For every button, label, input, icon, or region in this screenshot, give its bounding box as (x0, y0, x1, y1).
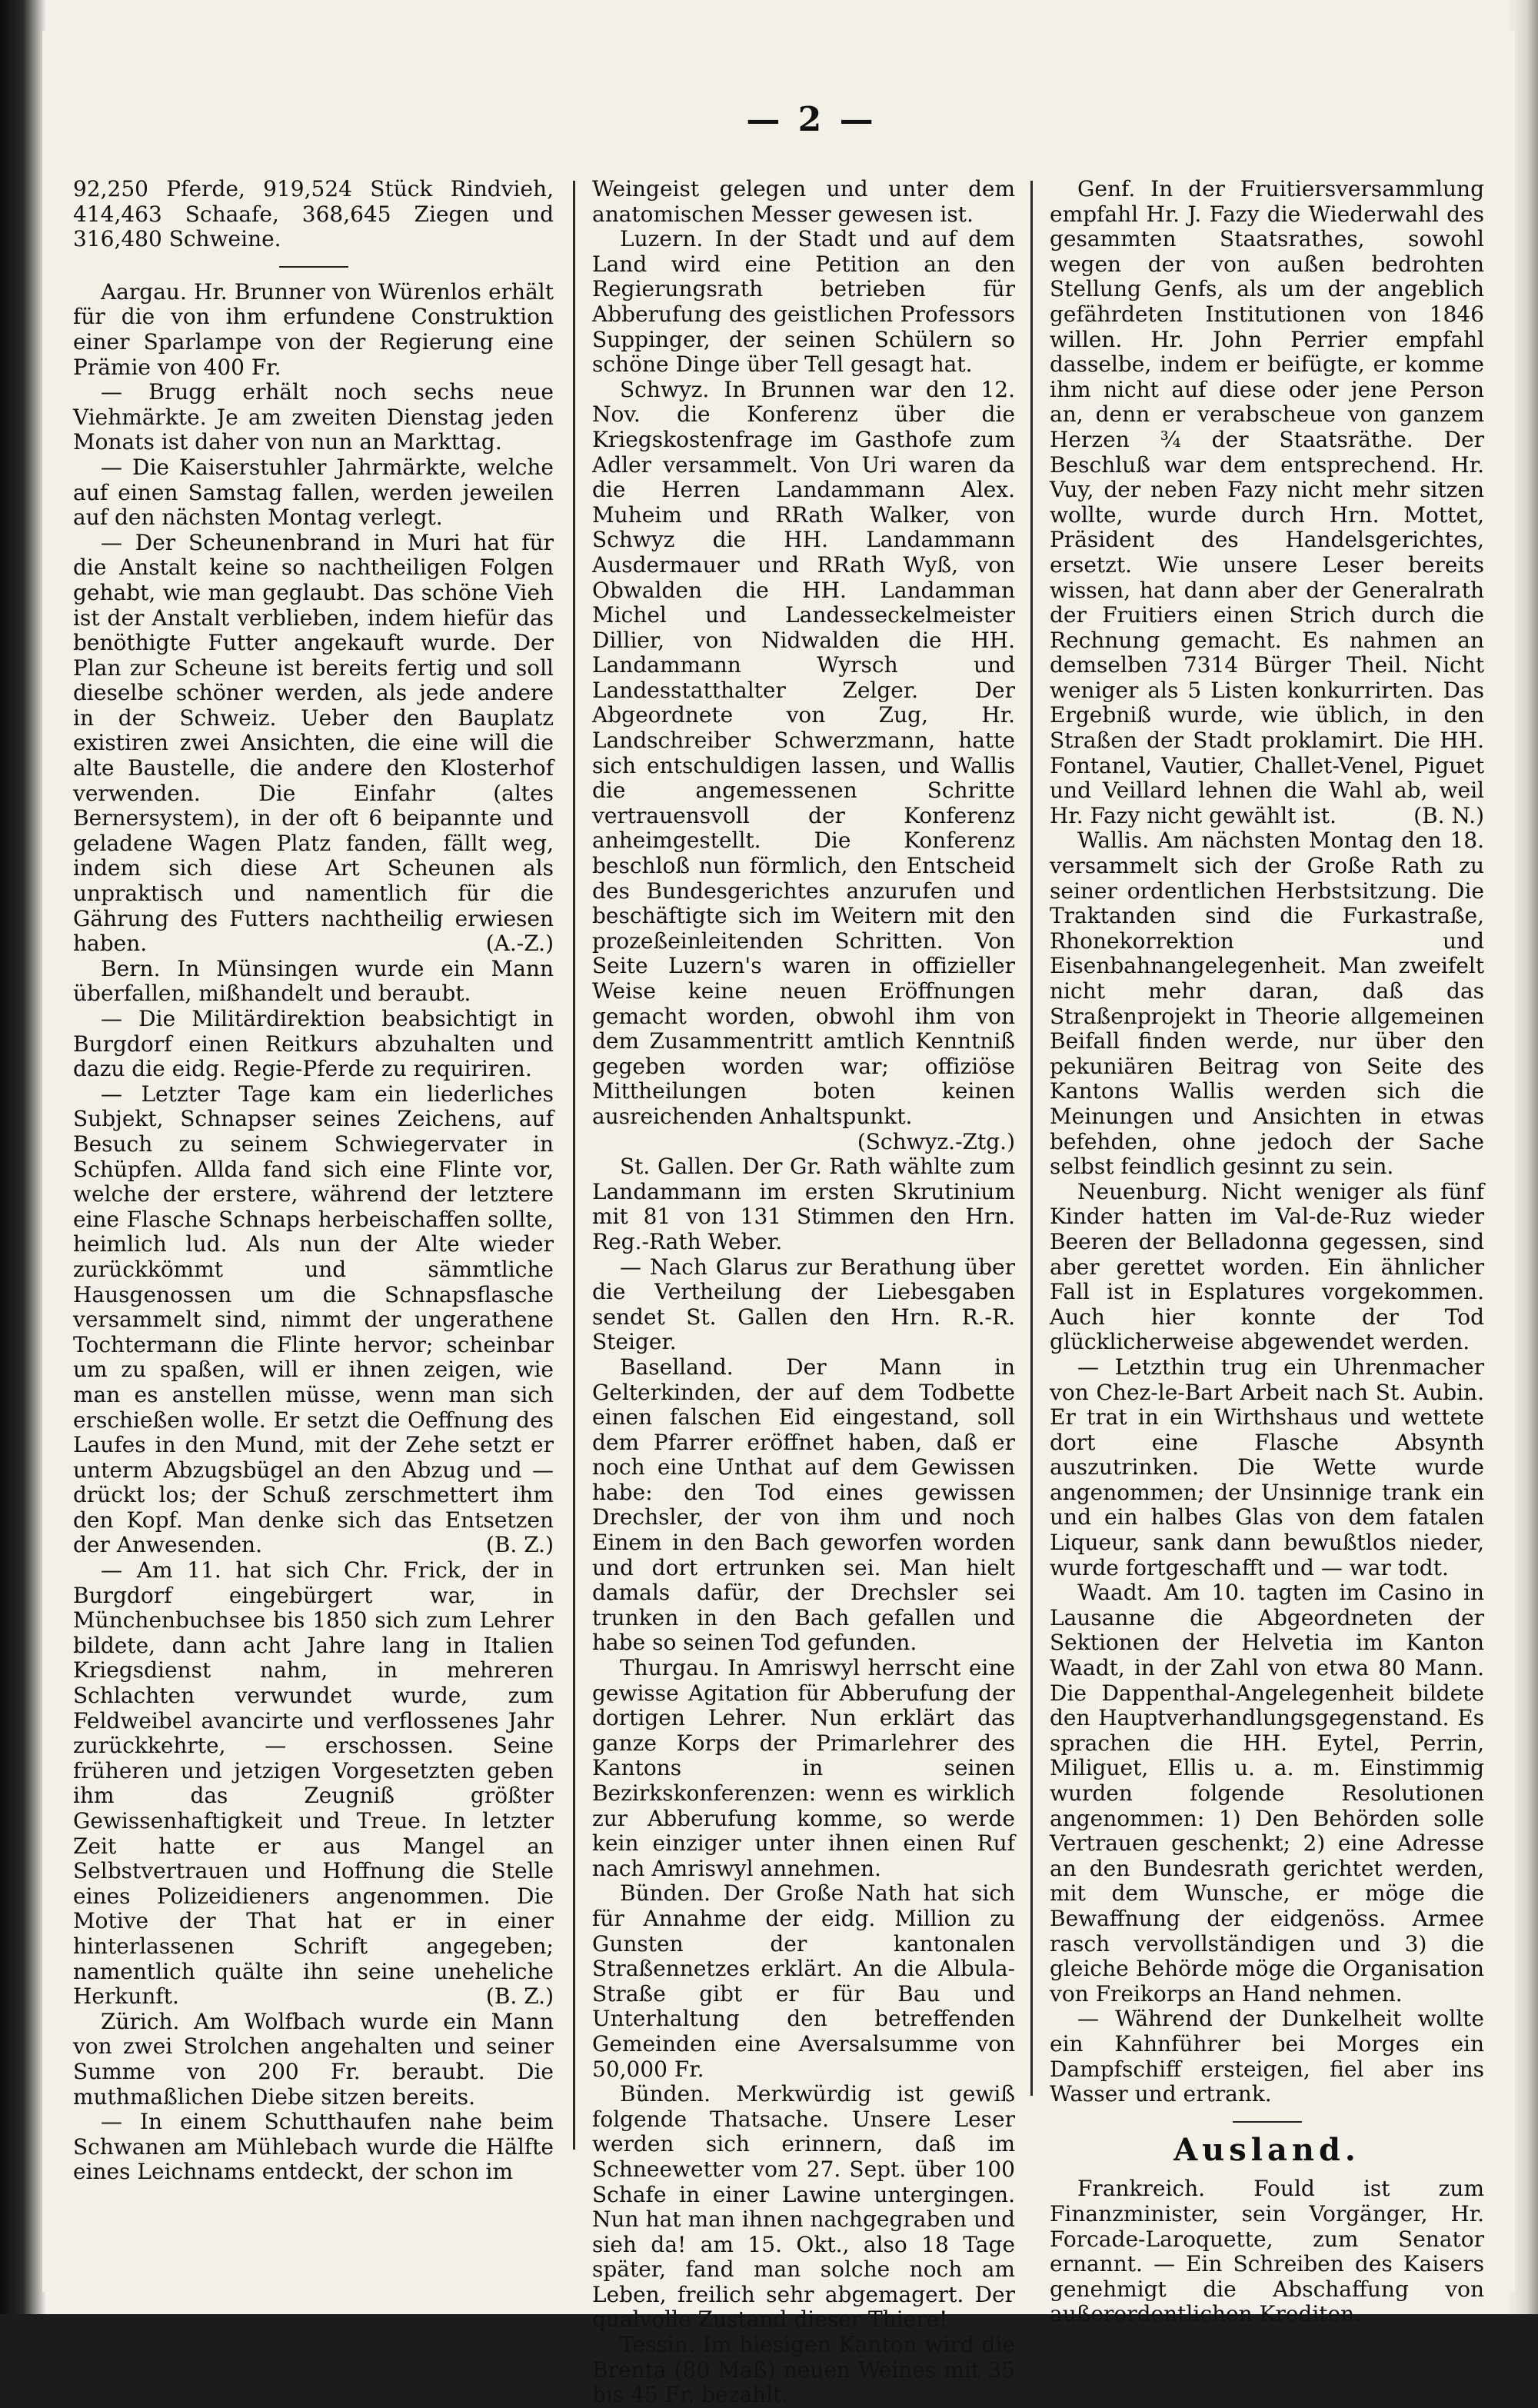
paragraph-text: Thurgau. In Amriswyl herrscht eine gewisse Agitation für Abberufung der dortigen Lehrer. Nun erklärt das ganze Korps der Primarlehrer des Kantons in seinen Bezirkskonferenzen: wenn es wirklich zur Abberufung komme, so werde kein einziger unter ihnen einen Ruf nach Amriswyl annehmen. (592, 1655, 1015, 1881)
article-paragraph (1050, 1580, 1484, 2007)
paragraph-text: — Die Kaiserstuhler Jahrmärkte, welche auf einen Samstag fallen, werden jeweilen auf den nächsten Montag verlegt. (73, 454, 554, 531)
article-paragraph (73, 2110, 554, 2185)
column-middle (592, 177, 1015, 2408)
paragraph-text: Genf. In der Fruitiersversammlung empfahl Hr. J. Fazy die Wiederwahl des gesammten Staatsrathes, sowohl wegen der von außen bedrohten Stellung Genfs, als um der angeblich gefährdeten Institutionen von 1846 willen. Hr. John Perrier empfahl dasselbe, indem er beifügte, er komme ihm nicht auf diese oder jene Person an, denn er verabscheue von ganzem Herzen ¾ der Staatsräthe. Der Beschluß war dem entsprechend. Hr. Vuy, der neben Fazy nicht mehr sitzen wollte, wurde durch Hrn. Mottet, Präsident des Handelsgerichtes, ersetzt. Wie unsere Leser bereits wissen, hat dann aber der Generalrath der Fruitiers einen Strich durch die Rechnung gemacht. Es nahmen an demselben 7314 Bürger Theil. Nicht weniger als 5 Listen konkurrirten. Das Ergebniß wurde, wie üblich, in den Straßen der Stadt proklamirt. Die HH. Fontanel, Vautier, Challet-Venel, Piguet und Veillard lehnen die Wahl ab, weil Hr. Fazy nicht gewählt ist. (1050, 176, 1484, 828)
article-paragraph (73, 280, 554, 380)
paragraph-text: Frankreich. Fould ist zum Finanzminister, sein Vorgänger, Hr. Forcade-Laroquette, zum Senator ernannt. — Ein Schreiben des Kaisers genehmigt die Abschaffung von außerordentlichen Krediten. (1050, 2176, 1484, 2327)
source-signature: (Schwyz.-Ztg.) (857, 1128, 1015, 1154)
paragraph-text: 92,250 Pferde, 919,524 Stück Rindvieh, 414,463 Schaafe, 368,645 Ziegen und 316,480 Schweine. (73, 176, 554, 252)
paragraph-text: — Der Scheunenbrand in Muri hat für die Anstalt keine so nachtheiligen Folgen gehabt, wie man geglaubt. Das schöne Vieh ist der Anstalt verblieben, indem hiefür das benöthigte Futter angekauft wurde. Der Plan zur Scheune ist bereits fertig und soll dieselbe schöner werden, als jede andere in der Schweiz. Ueber den Bauplatz existiren zwei Ansichten, die eine will die alte Baustelle, die andere den Klosterhof verwenden. Die Einfahr (altes Bernersystem), in der oft 6 beipannte und geladene Wagen Platz fanden, fällt weg, indem sich diese Art Scheunen als unpraktisch und namentlich für die Gährung des Futters nachtheilig erwiesen haben. (73, 529, 554, 957)
article-paragraph (592, 2333, 1015, 2408)
paragraph-text: St. Gallen. Der Gr. Rath wählte zum Landammann im ersten Skrutinium mit 81 von 131 Stimmen den Hrn. Reg.-Rath Weber. (592, 1154, 1015, 1254)
article-paragraph (592, 177, 1015, 227)
article-paragraph (73, 1082, 554, 1558)
paragraph-text: — Letzthin trug ein Uhrenmacher von Chez-le-Bart Arbeit nach St. Aubin. Er trat in ein Wirthshaus und wettete dort eine Flasche Absynth auszutrinken. Die Wette wurde angenommen; der Unsinnige trank ein und ein halbes Glas von dem fatalen Liqueur, sank dann bewußtlos nieder, wurde fortgeschafft und — war todt. (1050, 1354, 1484, 1580)
paragraph-text: — Brugg erhält noch sechs neue Viehmärkte. Je am zweiten Dienstag jeden Monats ist daher von nun an Markttag. (73, 379, 554, 455)
article-paragraph (1050, 2007, 1484, 2107)
column-divider-left (573, 181, 575, 2150)
article-paragraph (1050, 2177, 1484, 2327)
paragraph-text: Wallis. Am nächsten Montag den 18. versammelt sich der Große Rath zu seiner ordentlichen Herbstsitzung. Die Traktanden sind die Furkastraße, Rhonekorrektion und Eisenbahnangelegenheit. Man zweifelt nicht mehr daran, daß das Straßenprojekt in Theorie allgemeinen Beifall finden werde, nur über den pekuniären Beitrag von Seite des Kantons Wallis werden sich die Meinungen und Ansichten in etwas befehden, ohne jedoch der Sache selbst feindlich gesinnt zu sein. (1050, 828, 1484, 1180)
article-paragraph (592, 2082, 1015, 2333)
column-left (73, 177, 554, 2185)
paragraph-text: Aargau. Hr. Brunner von Würenlos erhält für die von ihm erfundene Construktion einer Sparlampe von der Regierung eine Prämie von 400 Fr. (73, 278, 554, 380)
article-paragraph (73, 957, 554, 1007)
paragraph-text: Waadt. Am 10. tagten im Casino in Lausanne die Abgeordneten der Sektionen der Helvetia im Kanton Waadt, in der Zahl von etwa 80 Mann. Die Dappenthal-Angelegenheit bildete den Hauptverhandlungsgegenstand. Es sprachen die HH. Eytel, Perrin, Miliguet, Ellis u. a. m. Einstimmig wurden folgende Resolutionen angenommen: 1) Den Behörden solle Vertrauen geschenkt; 2) eine Adresse an den Bundesrath gerichtet werden, mit dem Wunsche, er möge die Bewaffnung der eidgenöss. Armee rasch vervollständigen und 3) die gleiche Behörde möge die Organisation von Freikorps an Hand nehmen. (1050, 1580, 1484, 2007)
article-paragraph (592, 1656, 1015, 1881)
paragraph-text: Bern. In Münsingen wurde ein Mann überfallen, mißhandelt und beraubt. (73, 955, 554, 1007)
article-paragraph (1050, 1180, 1484, 1355)
article-paragraph (592, 1881, 1015, 2082)
article-paragraph (73, 2010, 554, 2110)
article-paragraph (592, 378, 1015, 1154)
paragraph-text: — In einem Schutthaufen nahe beim Schwanen am Mühlebach wurde die Hälfte eines Leichnams entdeckt, der schon im (73, 2109, 554, 2185)
article-paragraph (1050, 1355, 1484, 1580)
paragraph-text: Baselland. Der Mann in Gelterkinden, der auf dem Todbette einen falschen Eid eingestand, soll dem Pfarrer eröffnet haben, daß er noch eine Unthat auf dem Gewissen habe: den Tod eines gewissen Drechsler, der von ihm und noch Einem in den Bach geworfen worden und dort ertrunken sei. Man hielt damals dafür, der Drechsler sei trunken in den Bach gefallen und habe so seinen Tod gefunden. (592, 1354, 1015, 1656)
paragraph-text: Bünden. Der Große Nath hat sich für Annahme der eidg. Million zu Gunsten der kantonalen Straßennetzes erklärt. An die Albula-Straße gibt er für Bau und Unterhaltung den betreffenden Gemeinden eine Aversalsumme von 50,000 Fr. (592, 1880, 1015, 2082)
column-right (1050, 177, 1484, 2327)
separator-rule (279, 266, 348, 268)
article-paragraph (73, 1007, 554, 1082)
article-paragraph (73, 380, 554, 455)
source-signature: (B. Z.) (485, 1532, 554, 1558)
paragraph-text: — Am 11. hat sich Chr. Frick, der in Burgdorf eingebürgert war, in Münchenbuchsee bis 1850 sich zum Lehrer bildete, dann acht Jahre lang in Italien Kriegsdienst nahm, in mehreren Schlachten verwundet wurde, zum Feldweibel avancirte und verflossenes Jahr zurückkehrte, — erschossen. Seine früheren und jetzigen Vorgesetzten geben ihm das Zeugniß größter Gewissenhaftigkeit und Treue. In letzter Zeit hatte er aus Mangel an Selbstvertrauen und Hoffnung die Stelle eines Polizeidieners angenommen. Die Motive der That hat er in einer hinterlassenen Schrift angegeben; namentlich quälte ihn seine uneheliche Herkunft. (73, 1557, 554, 2010)
article-paragraph (1050, 828, 1484, 1179)
paragraph-text: Neuenburg. Nicht weniger als fünf Kinder hatten im Val-de-Ruz wieder Beeren der Belladonna gegessen, sind aber gerettet worden. Ein ähnlicher Fall ist in Esplatures vorgekommen. Auch hier konnte der Tod glücklicherweise abgewendet werden. (1050, 1178, 1484, 1355)
article-paragraph (592, 1355, 1015, 1656)
article-paragraph (592, 227, 1015, 378)
source-signature: (A.-Z.) (485, 931, 554, 957)
paragraph-text: — Während der Dunkelheit wollte ein Kahnführer bei Morges ein Dampfschiff ersteigen, fiel aber ins Wasser und ertrank. (1050, 2006, 1484, 2107)
article-paragraph (73, 1558, 554, 2010)
paragraph-text: Luzern. In der Stadt und auf dem Land wird eine Petition an den Regierungsrath betrieben für Abberufung des geistlichen Professors Suppinger, der seinen Schülern so schöne Dinge über Tell gesagt hat. (592, 226, 1015, 378)
paragraph-text: Weingeist gelegen und unter dem anatomischen Messer gewesen ist. (592, 176, 1015, 227)
paragraph-text: — Die Militärdirektion beabsichtigt in Burgdorf einen Reitkurs abzuhalten und dazu die eidg. Regie-Pferde zu requiriren. (73, 1006, 554, 1082)
page-number: — 2 — (746, 100, 877, 139)
separator-rule (1233, 2121, 1302, 2123)
newspaper-page (42, 31, 1515, 2408)
paragraph-text: Schwyz. In Brunnen war den 12. Nov. die Konferenz über die Kriegskostenfrage im Gasthofe zum Adler versammelt. Von Uri waren da die Herren Landammann Alex. Muheim und RRath Walker, von Schwyz die HH. Landammann Ausdermauer und RRath Wyß, von Obwalden die HH. Landamman Michel und Landesseckelmeister Dillier, von Nidwalden die HH. Landammann Wyrsch und Landesstatthalter Zelger. Der Abgeordnete von Zug, Hr. Landschreiber Schwerzmann, hatte sich entschuldigen lassen, und Wallis die angemessenen Schritte vertrauensvoll der Konferenz anheimgestellt. Die Konferenz beschloß nun förmlich, den Entscheid des Bundesgerichtes anzurufen und beschäftigte sich im Weitern mit den prozeßeinleitenden Schritten. Von Seite Luzern's waren in offizieller Weise keine neuen Eröffnungen gemacht worden, obwohl ihm von dem Zusammentritt amtlich Kenntniß gegeben worden war; offiziöse Mittheilungen boten keinen ausreichenden Anhaltspunkt. (592, 376, 1015, 1129)
article-paragraph (73, 531, 554, 957)
source-signature: (B. N.) (1413, 802, 1484, 828)
paragraph-text: Zürich. Am Wolfbach wurde ein Mann von zwei Strolchen angehalten und seiner Summe von 200 Fr. beraubt. Die muthmaßlichen Diebe sitzen bereits. (73, 2008, 554, 2110)
article-paragraph (73, 177, 554, 252)
paragraph-text: — Nach Glarus zur Berathung über die Vertheilung der Liebesgaben sendet St. Gallen den Hrn. R.-R. Steiger. (592, 1254, 1015, 1355)
paragraph-text: Tessin. Im hiesigen Kanton wird die Brenta (80 Maß) neuen Weines mit 35 bis 45 Fr. bezahlt. (592, 2332, 1015, 2408)
article-paragraph (592, 1154, 1015, 1254)
article-paragraph (592, 1255, 1015, 1355)
paragraph-text: — Letzter Tage kam ein liederliches Subjekt, Schnapser seines Zeichens, auf Besuch zu seinem Schwiegervater in Schüpfen. Allda fand sich eine Flinte vor, welche der erstere, während der letztere eine Flasche Schnaps herbeischaffen sollte, heimlich lud. Als nun der Alte wieder zurückkömmt und sämmtliche Hausgenossen um die Schnapsflasche versammelt sind, nimmt der ungerathene Tochtermann die Flinte hervor; scheinbar um zu spaßen, will er ihnen zeigen, wie man es anstellen müsse, wenn man sich erschießen wolle. Er setzt die Oeffnung des Laufes in den Mund, mit der Zehe setzt er unterm Abzugsbügel an den Abzug und — drückt los; der Schuß zerschmettert ihm den Kopf. Man denke sich das Entsetzen der Anwesenden. (73, 1081, 554, 1558)
source-signature: (B. Z.) (485, 1983, 554, 2010)
section-heading: Ausland. (1173, 2131, 1360, 2168)
column-divider-right (1030, 181, 1033, 2096)
article-paragraph (73, 455, 554, 531)
article-paragraph (1050, 177, 1484, 828)
paragraph-text: Bünden. Merkwürdig ist gewiß folgende Thatsache. Unsere Leser werden sich erinnern, daß im Schneewetter vom 27. Sept. über 100 Schafe in einer Lawine untergingen. Nun hat man ihnen nachgegraben und sieh da! am 15. Okt., also 18 Tage später, fand man solche noch am Leben, freilich sehr abgemagert. Der qualvolle Zustand dieser Thiere! (592, 2081, 1015, 2333)
